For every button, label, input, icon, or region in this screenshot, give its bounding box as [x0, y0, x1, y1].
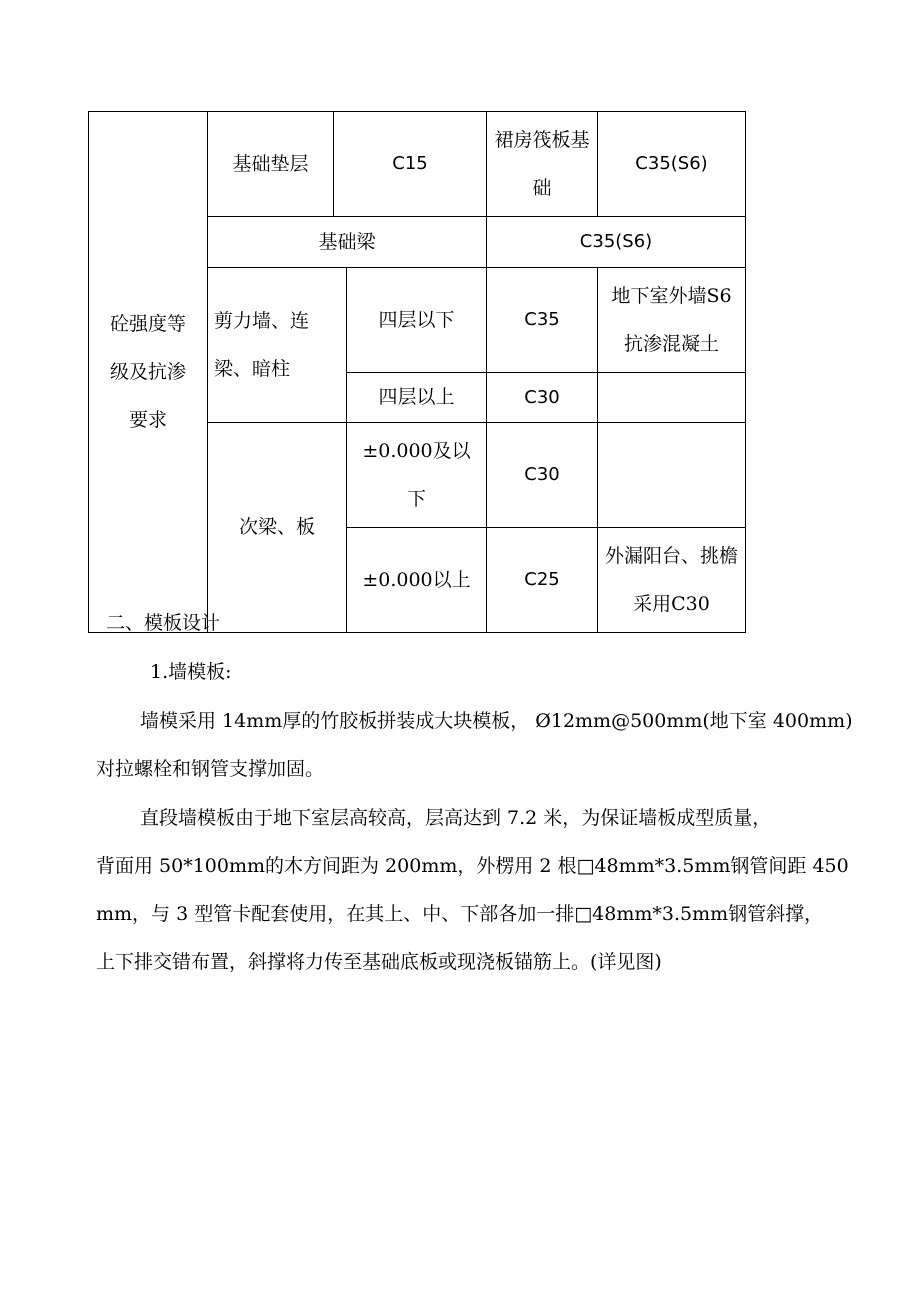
shear-wall-note-1: 地下室外墙S6抗渗混凝土 — [598, 268, 746, 373]
category-cell — [89, 112, 208, 633]
shear-wall-grade-2: C30 — [487, 373, 598, 423]
secondary-grade-2: C25 — [487, 528, 598, 633]
shear-wall-grade-1: C35 — [487, 268, 598, 373]
paragraph2-line1: 直段墙模板由于地下室层高较高，层高达到 7.2 米，为保证墙板成型质量， — [140, 807, 772, 829]
paragraph1-line2: 对拉螺栓和钢管支撑加固。 — [96, 758, 325, 780]
foundation-beam-grade: C35(S6) — [487, 217, 746, 268]
secondary-range-1: ±0.000及以下 — [347, 423, 487, 528]
category-label: 砼强度等级及抗渗要求 — [109, 313, 186, 431]
foundation-cushion-grade: C15 — [334, 112, 487, 217]
shear-wall-label: 剪力墙、连梁、暗柱 — [208, 268, 347, 423]
paragraph2-line3: mm，与 3 型管卡配套使用，在其上、中、下部各加一排□48mm*3.5mm钢管斜撑， — [96, 903, 824, 925]
paragraph2-line4: 上下排交错布置，斜撑将力传至基础底板或现浇板锚筋上。(详见图) — [96, 951, 662, 973]
podium-raft-label: 裙房筏板基础 — [487, 112, 598, 217]
secondary-range-2: ±0.000以上 — [347, 528, 487, 633]
shear-wall-range-1: 四层以下 — [347, 268, 487, 373]
secondary-note-2: 外漏阳台、挑檐采用C30 — [598, 528, 746, 633]
table-row — [89, 112, 746, 217]
concrete-grade-table — [88, 111, 746, 633]
sub-heading: 1.墙模板: — [150, 661, 232, 683]
foundation-cushion-label: 基础垫层 — [208, 112, 334, 217]
paragraph2-line2: 背面用 50*100mm的木方间距为 200mm，外楞用 2 根□48mm*3.5mm钢管间距 450 — [96, 855, 849, 877]
secondary-note-1 — [598, 423, 746, 528]
podium-raft-grade: C35(S6) — [598, 112, 746, 217]
foundation-beam-label: 基础梁 — [208, 217, 487, 268]
shear-wall-range-2: 四层以上 — [347, 373, 487, 423]
paragraph1-line1: 墙模采用 14mm厚的竹胶板拼装成大块模板， Ø12mm@500mm(地下室 400mm) — [140, 710, 853, 732]
secondary-grade-1: C30 — [487, 423, 598, 528]
section-heading: 二、模板设计 — [106, 612, 221, 634]
shear-wall-note-2 — [598, 373, 746, 423]
secondary-label: 次梁、板 — [208, 423, 347, 633]
